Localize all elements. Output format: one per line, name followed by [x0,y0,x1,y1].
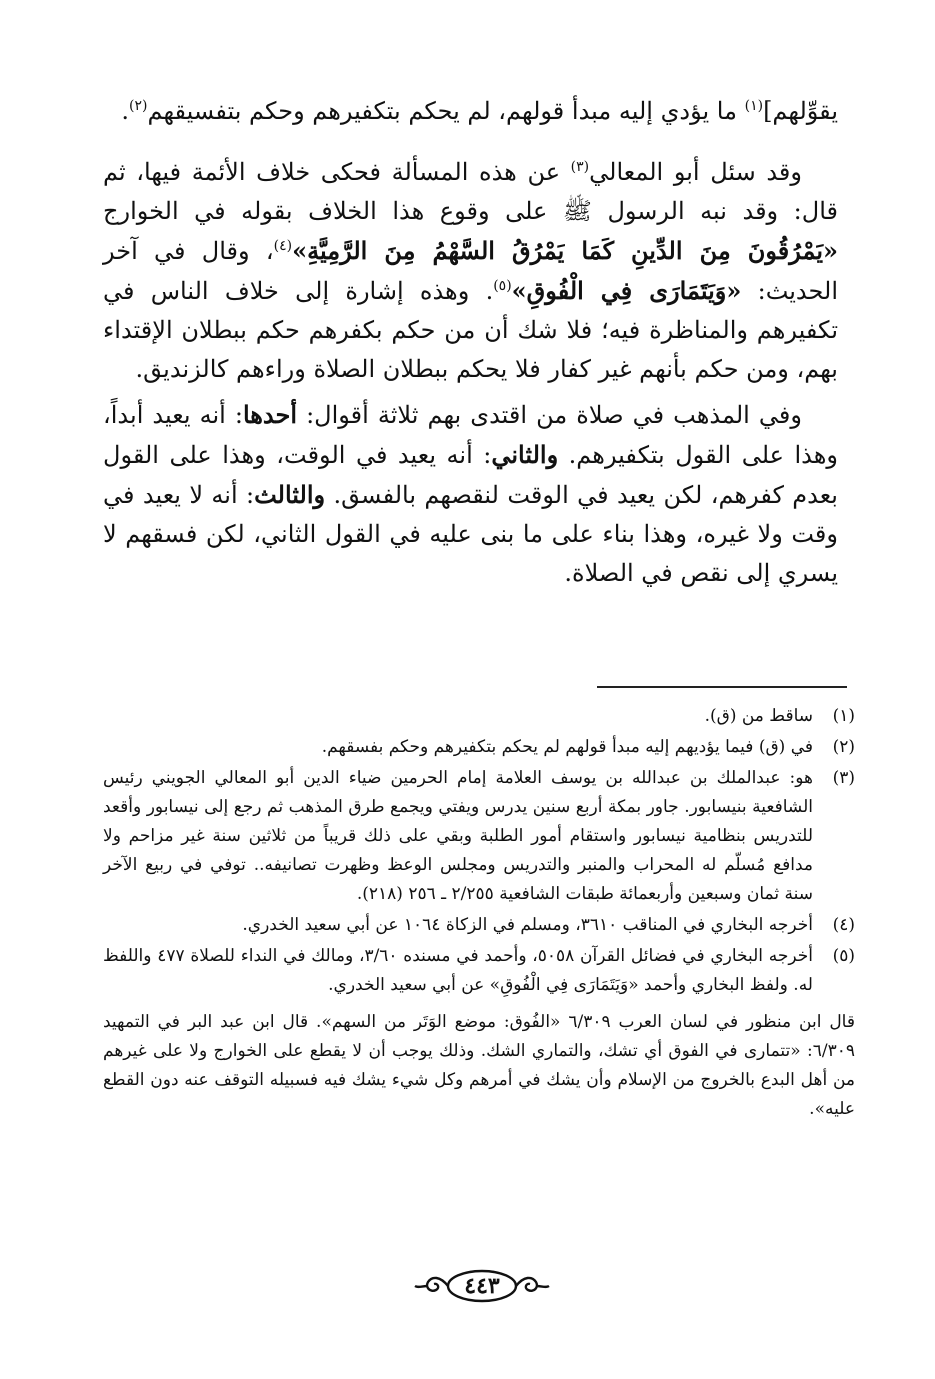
hadith-quote-2: «وَيَتَمَارَى فِي الْفُوقِ» [511,276,742,305]
paragraph-3 [103,395,838,593]
footnote-ref-2: (٢) [129,98,148,114]
footnote-number: (٣) [832,768,855,788]
footnote-4 [103,911,855,940]
footnote-5-continuation: قال ابن منظور في لسان العرب ٦/٣٠٩ «الفُوق: موضع الوَتَر من السهم». قال ابن عبد البر في التمهيد ٦/٣٠٩: «تتمارى في الفوق أي تشك، والتماري الشك. وذلك يوجب أن لا يقطع على الخوارج ولا على غيرهم من أهل البدع بالخروج من الإسلام وأن يشك في أمرهم وكل شيء يشك فيه فسبيله التوقف عنه دون القطع عليه». [103,1012,855,1119]
paragraph-2 [103,153,838,389]
footnote-ref-4: (٤) [273,238,293,254]
footnote-ref-3: (٣) [570,159,590,175]
paragraph-2-text-b: عن هذه المسألة فحكى خلاف الأئمة فيها، ثم قال: وقد نبه الرسول ﷺ على وقوع هذا الخلاف بقوله في الخوارج [103,158,838,225]
footnote-5 [103,942,855,1000]
hadith-quote-1: «يَمْرُقُونَ مِنَ الدِّينِ كَمَا يَمْرُقُ السَّهْمُ مِنَ الرَّمِيَّةِ» [292,236,839,265]
footnote-number: (٢) [832,737,855,757]
footnote-divider [597,686,847,688]
paragraph-3-text-c: : أنه يعيد في الوقت، وهذا على القول بعدم كفرهم، لكن يعيد في الوقت لنقصهم بالفسق. [103,441,838,509]
term-third: والثالث [254,480,326,509]
footnote-3 [103,764,855,909]
page-number-ornament [412,1266,552,1306]
footnote-ref-5: (٥) [493,278,512,294]
footnote-text: ساقط من (ق). [704,706,813,726]
footnote-ref-1: (١) [744,98,764,114]
footnote-number: (٥) [832,946,855,966]
term-second: والثاني [491,440,559,469]
footnote-text: في (ق) فيما يؤديهم إليه مبدأ قولهم لم يحكم بتكفيرهم وحكم بفسقهم. [321,737,813,757]
footnote-number: (١) [832,706,855,726]
paragraph-1-text-c: . [121,97,130,125]
footnote-text: أخرجه البخاري في فضائل القرآن ٥٠٥٨، وأحمد في مسنده ٣/٦٠، ومالك في النداء للصلاة ٤٧٧ واللفظ له. ولفظ البخاري وأحمد «وَيَتَمَارَى فِي الْفُوقِ» عن أبي سعيد الخدري. [103,946,814,995]
paragraph-2-text-a: وقد سئل أبو المعالي [589,158,802,186]
footnote-number: (٤) [832,915,855,935]
paragraph-3-text-b: : أنه يعيد أبداً، وهذا على القول بتكفيرهم. [103,401,839,469]
term-first: أحدها [242,400,298,429]
paragraph-3-text-a: وفي المذهب في صلاة من اقتدى بهم ثلاثة أقوال: [297,401,802,429]
paragraph-1-text-a: يقوِّلهم] [763,97,838,125]
paragraph-1 [103,92,838,131]
paragraph-1-text-b: ما يؤدي إليه مبدأ قولهم، لم يحكم بتكفيرهم وحكم بتفسيقهم [147,97,745,125]
footnote-2 [103,733,855,762]
footnote-text: هو: عبدالملك بن عبدالله بن يوسف العلامة إمام الحرمين ضياء الدين أبو المعالي الجويني رئيس الشافعية بنيسابور. جاور بمكة أربع سنين يدرس ويفتي ويجمع طرق المذهب ثم رجع إلى نيسابور وأقعد للتدريس بنظامية نيسابور واستقام أمور الطلبة وبقي على ذلك قريباً من ثلاثين سنة غير مزاحم ولا مدافع مُسلّم له المحراب والمنبر والتدريس ومجلس الوعظ وظهرت تصانيفه.. توفي في ربيع الآخر سنة ثمان وسبعين وأربعمائة طبقات الشافعية ٢/٢٥٥ ـ ٢٥٦ (٢١٨). [103,768,813,904]
footnotes [103,702,855,1124]
footnote-text: أخرجه البخاري في المناقب ٣٦١٠، ومسلم في الزكاة ١٠٦٤ عن أبي سعيد الخدري. [242,915,813,935]
footnote-1 [103,702,855,731]
paragraph-2-text-d: . وهذه إشارة إلى خلاف الناس في تكفيرهم والمناظرة فيه؛ فلا شك أن من حكم بكفرهم حكم ببطلان الإقتداء بهم، ومن حكم بأنهم غير كفار فلا يحكم ببطلان الصلاة وراءهم كالزنديق. [103,277,838,383]
paragraph-3-text-d: : أنه لا يعيد في وقت ولا غيره، وهذا بناء على ما بنى عليه في القول الثاني، لكن فسقهم لا يسري إلى نقص في الصلاة. [103,481,838,587]
main-text [103,92,838,593]
page-number: ٤٤٣ [464,1273,500,1299]
paragraph-2-text-c: ، وقال في آخر الحديث: [103,237,839,305]
